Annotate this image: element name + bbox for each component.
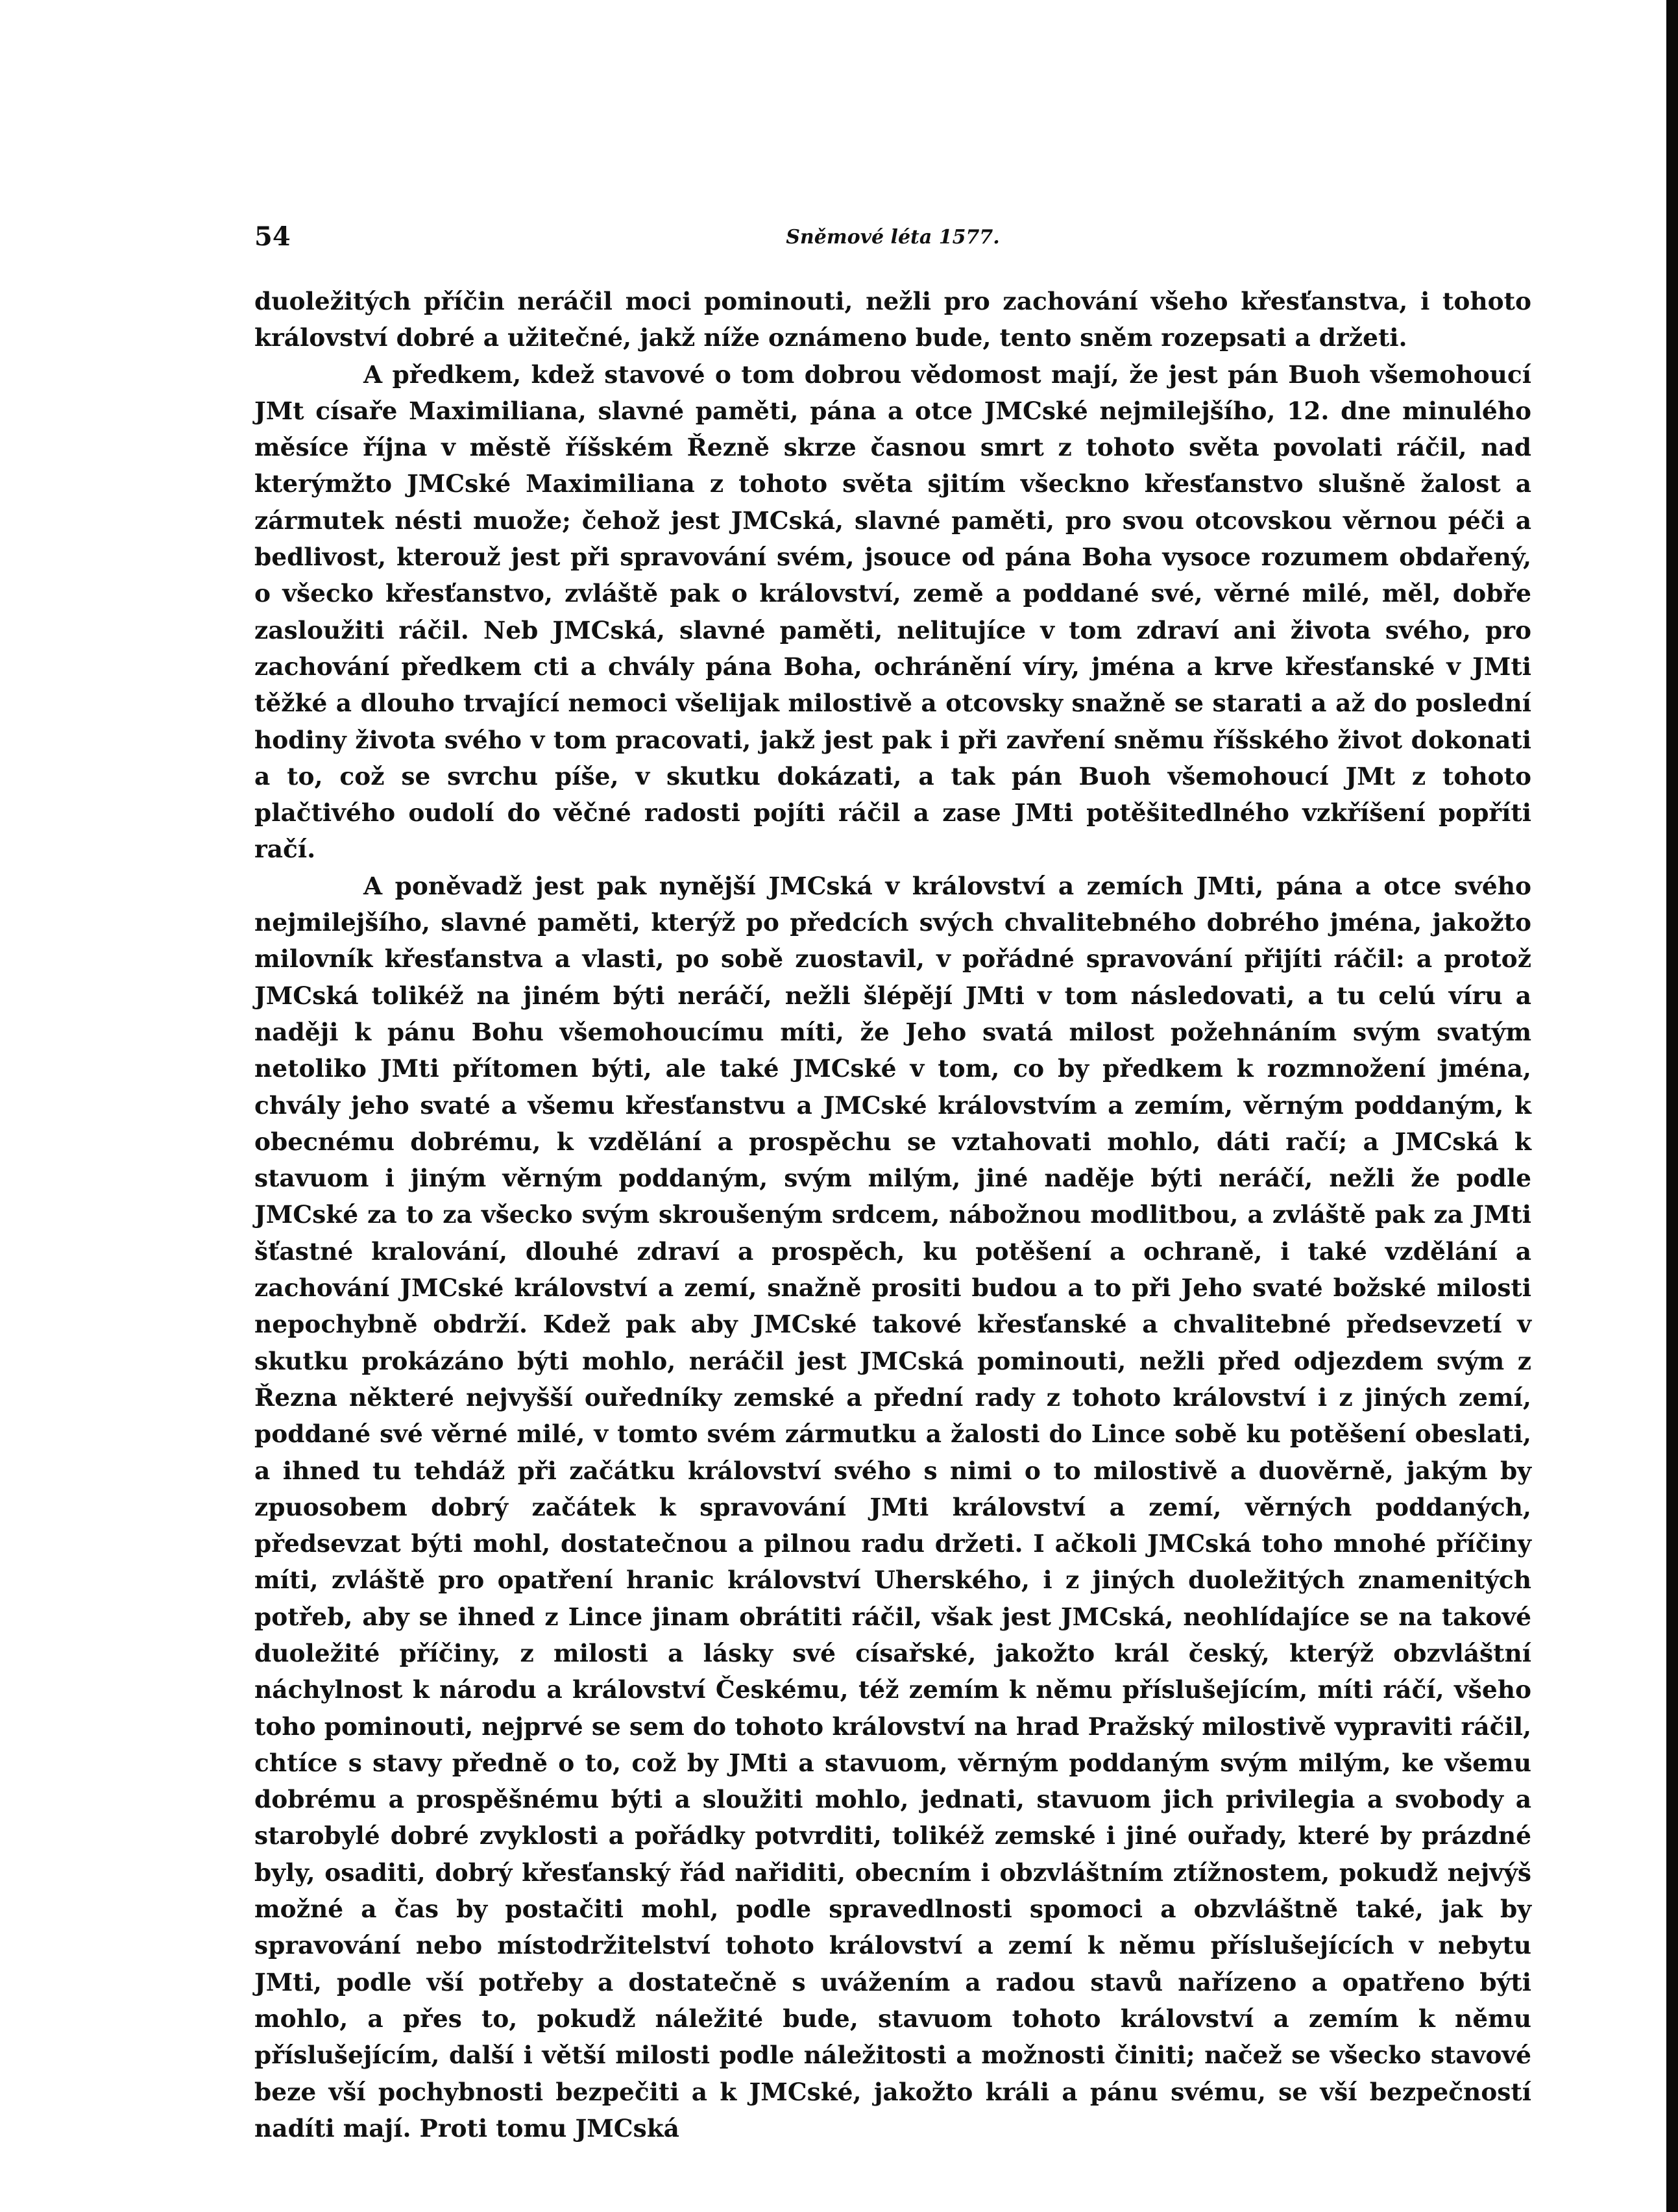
page bbox=[254, 214, 1531, 2146]
paragraph-3: A poněvadž jest pak nynější JMCská v království a zemích JMti, pána a otce svého nejmilejšího, slavné paměti, kterýž po předcích svých chvalitebného dobrého jména, jakožto milovník křesťanstva a vlasti, po sobě zuostavil, v pořádné spravování přijíti ráčil: a protož JMCská tolikéž na jiném býti neráčí, nežli šlépějí JMti v tom následovati, a tu celú víru a naději k pánu Bohu všemohoucímu míti, že Jeho svatá milost požehnáním svým svatým netoliko JMti přítomen býti, ale také JMCské v tom, co by předkem k rozmnožení jména, chvály jeho svaté a všemu křesťanstvu a JMCské královstvím a zemím, věrným poddaným, k obecnému dobrému, k vzdělání a prospěchu se vztahovati mohlo, dáti račí; a JMCská k stavuom i jiným věrným poddaným, svým milým, jiné naděje býti neráčí, nežli že podle JMCské za to za všecko svým skroušeným srdcem, nábožnou modlitbou, a zvláště pak za JMti šťastné kralování, dlouhé zdraví a prospěch, ku potěšení a ochraně, i také vzdělání a zachování JMCské království a zemí, snažně prositi budou a to při Jeho svaté božské milosti nepochybně obdrží. Kdež pak aby JMCské takové křesťanské a chvalitebné předsevzetí v skutku prokázáno býti mohlo, neráčil jest JMCská pominouti, nežli před odjezdem svým z Řezna některé nejvyšší ouředníky zemské a přední rady z tohoto království i z jiných zemí, poddané své věrné milé, v tomto svém zármutku a žalosti do Lince sobě ku potěšení obeslati, a ihned tu tehdáž při začátku království svého s nimi o to milostivě a duověrně, jakým by zpuosobem dobrý začátek k spravování JMti království a zemí, věrných poddaných, předsevzat býti mohl, dostatečnou a pilnou radu držeti. I ačkoli JMCská toho mnohé příčiny míti, zvláště pro opatření hranic království Uherského, i z jiných duoležitých znamenitých potřeb, aby se ihned z Lince jinam obrátiti ráčil, však jest JMCská, neohlídajíce se na takové duoležité příčiny, z milosti a lásky své císařské, jakožto král český, kterýž obzvláštní náchylnost k národu a království Českému, též zemím k němu příslušejícím, míti ráčí, všeho toho pominouti, nejprvé se sem do tohoto království na hrad Pražský milostivě vypraviti ráčil, chtíce s stavy předně o to, což by JMti a stavuom, věrným poddaným svým milým, ke všemu dobrému a prospěšnému býti a sloužiti mohlo, jednati, stavuom jich privilegia a svobody a starobylé dobré zvyklosti a pořádky potvrditi, tolikéž zemské i jiné ouřady, které by prázdné byly, osaditi, dobrý křesťanský řád nařiditi, obecním i obzvláštním ztížnostem, pokudž nejvýš možné a čas by postačiti mohl, podle spravedlnosti spomoci a obzvláštně také, jak by spravování nebo místodržitelství tohoto království a zemí k němu příslušejících v nebytu JMti, podle vší potřeby a dostatečně s uvážením a radou stavů nařízeno a opatřeno býti mohlo, a přes to, pokudž náležité bude, stavuom tohoto království a zemím k němu příslušejícím, další i větší milosti podle náležitosti a možnosti činiti; načež se všecko stavové beze vší pochybnosti bezpečiti a k JMCské, jakožto králi a pánu svému, se vší bezpečností nadíti mají. Proti tomu JMCská bbox=[254, 871, 1531, 2143]
scan-border bbox=[1666, 0, 1678, 2212]
page-header bbox=[254, 214, 1531, 260]
paragraph-1: duoležitých příčin neráčil moci pominouti, nežli pro zachování všeho křesťanstva, i tohoto království dobré a užitečné, jakž níže oznámeno bude, tento sněm rozepsati a držeti. bbox=[254, 287, 1531, 352]
paragraph-2: A předkem, kdež stavové o tom dobrou vědomost mají, že jest pán Buoh všemohoucí JMt císaře Maximiliana, slavné paměti, pána a otce JMCské nejmilejšího, 12. dne minulého měsíce října v městě říšském Řezně skrze časnou smrt z tohoto světa povolati ráčil, nad kterýmžto JMCské Maximiliana z tohoto světa sjitím všeckno křesťanstvo slušně žalost a zármutek nésti muože; čehož jest JMCská, slavné paměti, pro svou otcovskou věrnou péči a bedlivost, kterouž jest při spravování svém, jsouce od pána Boha vysoce rozumem obdařený, o všecko křesťanstvo, zvláště pak o království, země a poddané své, věrné milé, měl, dobře zasloužiti ráčil. Neb JMCská, slavné paměti, nelitujíce v tom zdraví ani života svého, pro zachování předkem cti a chvály pána Boha, ochránění víry, jména a krve křesťanské v JMti těžké a dlouho trvající nemoci všelijak milostivě a otcovsky snažně se starati a až do poslední hodiny života svého v tom pracovati, jakž jest pak i při zavření sněmu říšského život dokonati a to, což se svrchu píše, v skutku dokázati, a tak pán Buoh všemohoucí JMt z tohoto plačtivého oudolí do věčné radosti pojíti ráčil a zase JMti potěšitedlného vzkříšení popříti račí. bbox=[254, 360, 1531, 864]
running-title: Sněmové léta 1577. bbox=[786, 226, 1000, 249]
body-text bbox=[254, 283, 1531, 2146]
page-number: 54 bbox=[254, 221, 291, 252]
